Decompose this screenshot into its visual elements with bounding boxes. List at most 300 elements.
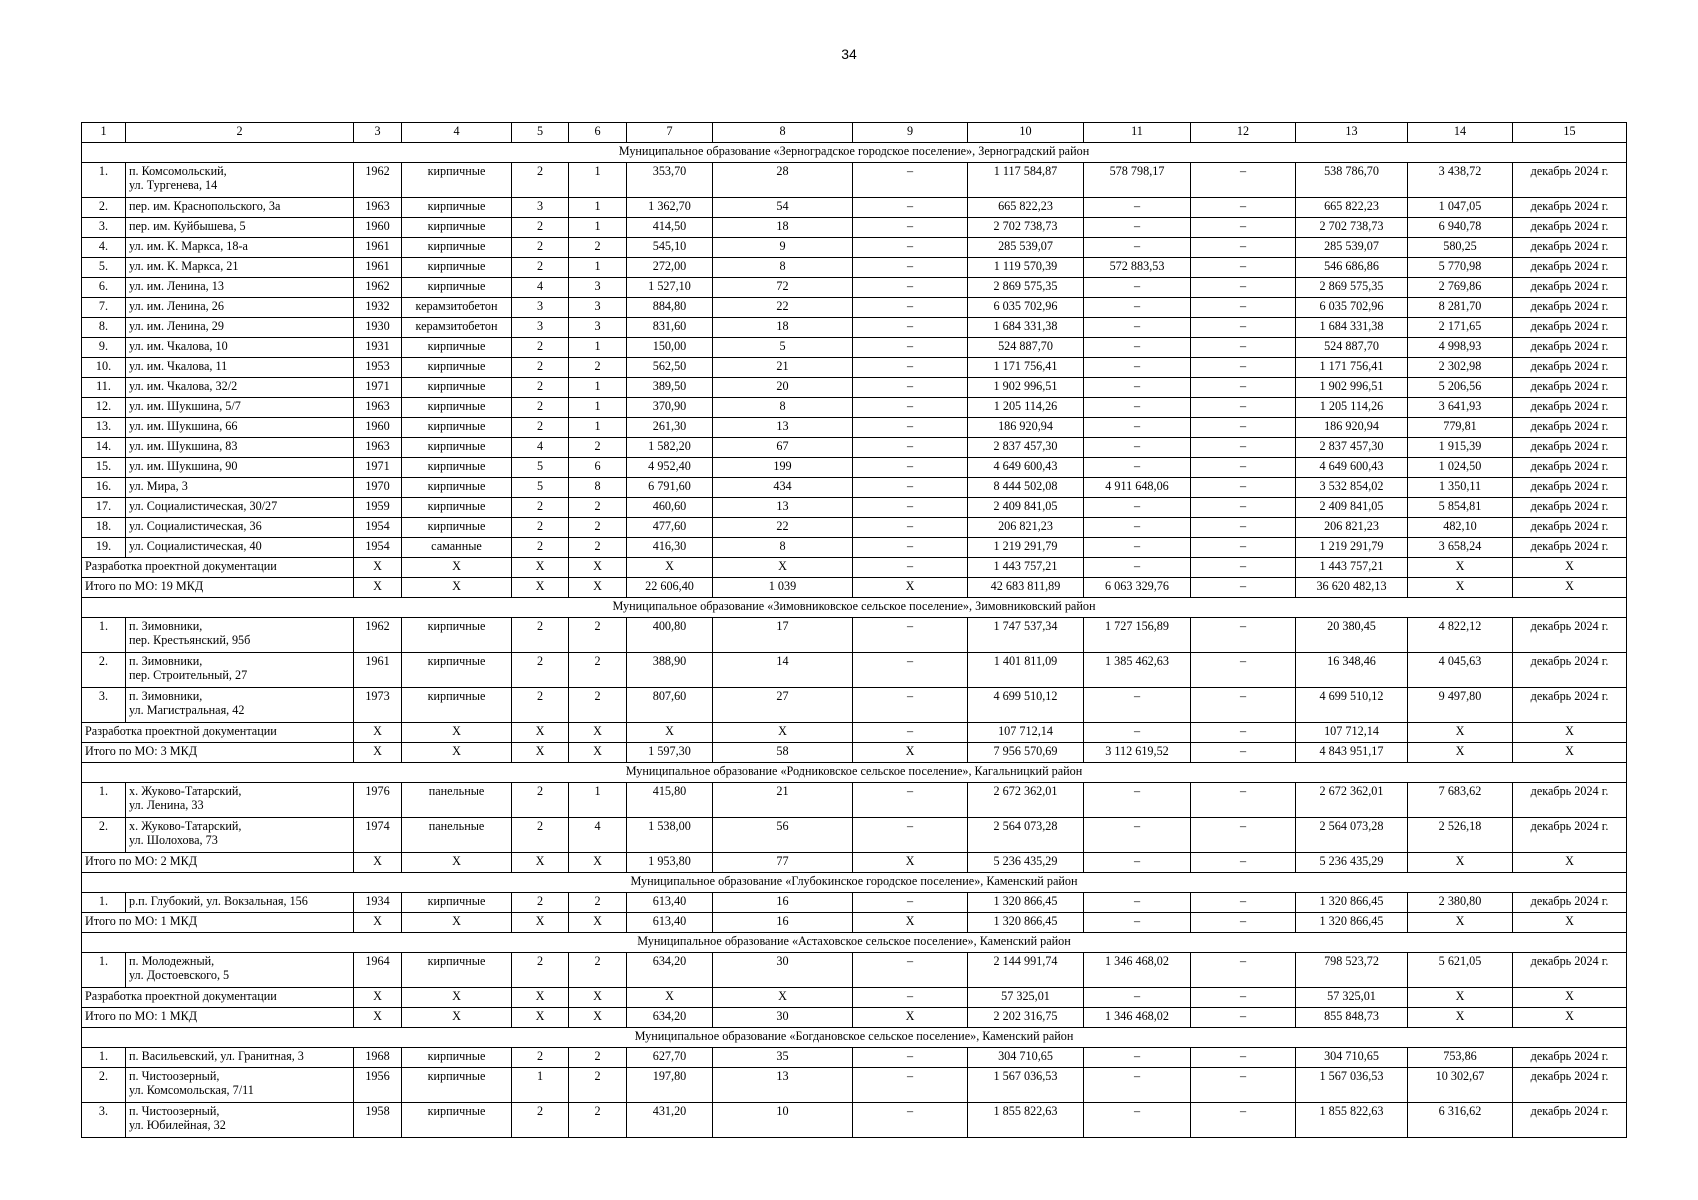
table-cell: 538 786,70 xyxy=(1296,163,1408,198)
table-cell: 285 539,07 xyxy=(1296,238,1408,258)
table-cell: – xyxy=(853,498,968,518)
table-row xyxy=(82,1103,1627,1138)
table-cell: Итого по МО: 3 МКД xyxy=(82,743,354,763)
table-cell: 58 xyxy=(713,743,853,763)
table-cell: 77 xyxy=(713,853,853,873)
table-cell: X xyxy=(512,723,569,743)
table-cell: 261,30 xyxy=(627,418,713,438)
table-cell: – xyxy=(1191,163,1296,198)
table-cell: декабрь 2024 г. xyxy=(1513,238,1627,258)
table-cell: 1 350,11 xyxy=(1408,478,1513,498)
table-cell: – xyxy=(1191,538,1296,558)
table-cell: ул. Социалистическая, 40 xyxy=(126,538,354,558)
column-number-row xyxy=(82,123,1627,143)
table-cell: X xyxy=(1408,723,1513,743)
table-cell: – xyxy=(853,378,968,398)
table-cell: декабрь 2024 г. xyxy=(1513,618,1627,653)
table-cell: 1 902 996,51 xyxy=(968,378,1084,398)
table-cell: 2 144 991,74 xyxy=(968,953,1084,988)
table-cell: 2 xyxy=(512,783,569,818)
table-cell: 6 791,60 xyxy=(627,478,713,498)
table-cell: – xyxy=(853,688,968,723)
table-cell: 416,30 xyxy=(627,538,713,558)
table-cell: ул. им. Шукшина, 66 xyxy=(126,418,354,438)
table-cell: 2 xyxy=(569,1068,627,1103)
table-cell: 2 xyxy=(512,818,569,853)
table-cell: X xyxy=(1408,853,1513,873)
table-cell: ул. Социалистическая, 30/27 xyxy=(126,498,354,518)
table-cell: 1 346 468,02 xyxy=(1084,953,1191,988)
table-cell: 2 xyxy=(512,418,569,438)
table-cell: 10. xyxy=(82,358,126,378)
table-cell: 2 xyxy=(569,438,627,458)
table-cell: 3 xyxy=(569,278,627,298)
table-cell: – xyxy=(1191,1008,1296,1028)
table-cell: – xyxy=(853,558,968,578)
table-cell: X xyxy=(1408,578,1513,598)
table-cell: Муниципальное образование «Богдановское сельское поселение», Каменский район xyxy=(82,1028,1627,1048)
table-cell: 4 952,40 xyxy=(627,458,713,478)
table-cell: ул. им. Шукшина, 83 xyxy=(126,438,354,458)
table-cell: – xyxy=(1191,723,1296,743)
table-cell: 4 649 600,43 xyxy=(1296,458,1408,478)
table-cell: – xyxy=(1084,913,1191,933)
table-cell: Итого по МО: 19 МКД xyxy=(82,578,354,598)
table-cell: п. Чистоозерный, ул. Юбилейная, 32 xyxy=(126,1103,354,1138)
table-cell: 20 380,45 xyxy=(1296,618,1408,653)
table-cell: кирпичные xyxy=(402,358,512,378)
table-cell: 2 xyxy=(569,1048,627,1068)
table-cell: панельные xyxy=(402,783,512,818)
table-cell: – xyxy=(1084,988,1191,1008)
summary-row xyxy=(82,723,1627,743)
table-cell: п. Васильевский, ул. Гранитная, 3 xyxy=(126,1048,354,1068)
municipality-section-row xyxy=(82,763,1627,783)
table-cell: X xyxy=(627,988,713,1008)
municipality-section-row xyxy=(82,598,1627,618)
table-cell: декабрь 2024 г. xyxy=(1513,783,1627,818)
table-cell: 1 902 996,51 xyxy=(1296,378,1408,398)
table-cell: ул. им. Чкалова, 32/2 xyxy=(126,378,354,398)
table-cell: 1 443 757,21 xyxy=(1296,558,1408,578)
table-cell: 627,70 xyxy=(627,1048,713,1068)
table-cell: 5 236 435,29 xyxy=(1296,853,1408,873)
table-cell: 19. xyxy=(82,538,126,558)
table-cell: – xyxy=(1191,478,1296,498)
table-cell: 2 xyxy=(512,238,569,258)
table-cell: 4. xyxy=(82,238,126,258)
table-cell: – xyxy=(1191,438,1296,458)
table-cell: – xyxy=(1191,913,1296,933)
table-row xyxy=(82,338,1627,358)
table-cell: – xyxy=(853,1103,968,1138)
table-cell: – xyxy=(1191,558,1296,578)
table-cell: 2 xyxy=(569,953,627,988)
table-cell: 2 xyxy=(512,653,569,688)
table-cell: 1959 xyxy=(354,498,402,518)
table-cell: 2 xyxy=(569,518,627,538)
table-row xyxy=(82,953,1627,988)
table-cell: 1. xyxy=(82,893,126,913)
table-cell: кирпичные xyxy=(402,893,512,913)
table-cell: 16 xyxy=(713,913,853,933)
table-cell: X xyxy=(1408,913,1513,933)
table-cell: X xyxy=(713,723,853,743)
table-cell: 2 xyxy=(569,688,627,723)
table-cell: 3 xyxy=(569,318,627,338)
table-cell: – xyxy=(1084,498,1191,518)
table-cell: кирпичные xyxy=(402,953,512,988)
table-cell: 1 362,70 xyxy=(627,198,713,218)
table-cell: – xyxy=(853,278,968,298)
table-cell: кирпичные xyxy=(402,688,512,723)
table-cell: декабрь 2024 г. xyxy=(1513,438,1627,458)
table-cell: 7 956 570,69 xyxy=(968,743,1084,763)
table-cell: X xyxy=(569,723,627,743)
table-cell: – xyxy=(1191,783,1296,818)
table-cell: 1974 xyxy=(354,818,402,853)
table-cell: 13 xyxy=(713,498,853,518)
table-cell: 15. xyxy=(82,458,126,478)
summary-row xyxy=(82,988,1627,1008)
table-cell: 1 320 866,45 xyxy=(968,893,1084,913)
table-row xyxy=(82,298,1627,318)
table-cell: X xyxy=(1513,743,1627,763)
table-cell: 884,80 xyxy=(627,298,713,318)
table-cell: кирпичные xyxy=(402,498,512,518)
table-cell: 1963 xyxy=(354,198,402,218)
table-cell: 2. xyxy=(82,198,126,218)
table-cell: 9. xyxy=(82,338,126,358)
table-cell: 12. xyxy=(82,398,126,418)
table-cell: X xyxy=(402,723,512,743)
table-cell: 2 xyxy=(512,338,569,358)
table-cell: 4 699 510,12 xyxy=(968,688,1084,723)
table-cell: 11 xyxy=(1084,123,1191,143)
table-cell: 1934 xyxy=(354,893,402,913)
table-cell: 1964 xyxy=(354,953,402,988)
table-cell: – xyxy=(1191,358,1296,378)
table-cell: – xyxy=(1191,278,1296,298)
table-cell: 2 xyxy=(512,618,569,653)
summary-row xyxy=(82,558,1627,578)
table-cell: декабрь 2024 г. xyxy=(1513,338,1627,358)
table-cell: 304 710,65 xyxy=(968,1048,1084,1068)
table-row xyxy=(82,893,1627,913)
table-cell: Разработка проектной документации xyxy=(82,723,354,743)
table-cell: 2 672 362,01 xyxy=(1296,783,1408,818)
table-cell: – xyxy=(853,988,968,1008)
table-cell: кирпичные xyxy=(402,238,512,258)
table-cell: 9 497,80 xyxy=(1408,688,1513,723)
table-cell: 8 xyxy=(569,478,627,498)
table-cell: панельные xyxy=(402,818,512,853)
table-cell: 6 940,78 xyxy=(1408,218,1513,238)
table-cell: 30 xyxy=(713,953,853,988)
table-cell: 855 848,73 xyxy=(1296,1008,1408,1028)
table-cell: X xyxy=(853,853,968,873)
table-row xyxy=(82,1068,1627,1103)
table-cell: 72 xyxy=(713,278,853,298)
table-cell: 1960 xyxy=(354,218,402,238)
table-cell: – xyxy=(1191,198,1296,218)
table-cell: 2 xyxy=(569,498,627,518)
table-cell: 35 xyxy=(713,1048,853,1068)
table-cell: 5 236 435,29 xyxy=(968,853,1084,873)
table-cell: 831,60 xyxy=(627,318,713,338)
table-cell: 6. xyxy=(82,278,126,298)
table-cell: 482,10 xyxy=(1408,518,1513,538)
table-cell: 1973 xyxy=(354,688,402,723)
table-cell: X xyxy=(569,558,627,578)
table-cell: 1958 xyxy=(354,1103,402,1138)
table-cell: X xyxy=(512,558,569,578)
table-cell: X xyxy=(713,988,853,1008)
table-cell: 5 770,98 xyxy=(1408,258,1513,278)
table-cell: 1 727 156,89 xyxy=(1084,618,1191,653)
table-cell: – xyxy=(1084,538,1191,558)
table-cell: – xyxy=(1191,318,1296,338)
table-cell: 477,60 xyxy=(627,518,713,538)
table-cell: Муниципальное образование «Родниковское сельское поселение», Кагальницкий район xyxy=(82,763,1627,783)
table-row xyxy=(82,198,1627,218)
table-cell: 4 843 951,17 xyxy=(1296,743,1408,763)
table-cell: 1954 xyxy=(354,538,402,558)
table-cell: ул. им. Шукшина, 5/7 xyxy=(126,398,354,418)
table-cell: Итого по МО: 1 МКД xyxy=(82,913,354,933)
table-cell: – xyxy=(1191,1103,1296,1138)
table-cell: – xyxy=(853,218,968,238)
table-cell: 1 855 822,63 xyxy=(1296,1103,1408,1138)
table-cell: X xyxy=(1408,558,1513,578)
table-cell: 13. xyxy=(82,418,126,438)
table-cell: 14 xyxy=(713,653,853,688)
table-cell: 1. xyxy=(82,783,126,818)
table-cell: 1 xyxy=(569,338,627,358)
table-cell: 1961 xyxy=(354,238,402,258)
table-cell: ул. им. Ленина, 13 xyxy=(126,278,354,298)
table-cell: 2 171,65 xyxy=(1408,318,1513,338)
table-cell: 1 039 xyxy=(713,578,853,598)
table-cell: – xyxy=(1191,618,1296,653)
table-cell: 1 855 822,63 xyxy=(968,1103,1084,1138)
municipality-section-row xyxy=(82,143,1627,163)
table-cell: X xyxy=(402,743,512,763)
table-cell: 2 xyxy=(512,358,569,378)
table-cell: Итого по МО: 1 МКД xyxy=(82,1008,354,1028)
table-cell: 2 xyxy=(512,1103,569,1138)
table-cell: – xyxy=(1084,358,1191,378)
table-cell: кирпичные xyxy=(402,378,512,398)
table-cell: 2 xyxy=(512,518,569,538)
table-cell: декабрь 2024 г. xyxy=(1513,538,1627,558)
summary-row xyxy=(82,1008,1627,1028)
table-cell: 807,60 xyxy=(627,688,713,723)
table-cell: 1971 xyxy=(354,458,402,478)
table-cell: 56 xyxy=(713,818,853,853)
table-cell: 1 747 537,34 xyxy=(968,618,1084,653)
table-cell: – xyxy=(1084,1048,1191,1068)
table-cell: – xyxy=(1084,558,1191,578)
table-cell: 107 712,14 xyxy=(968,723,1084,743)
table-cell: 1 205 114,26 xyxy=(968,398,1084,418)
table-cell: 150,00 xyxy=(627,338,713,358)
table-cell: 1 582,20 xyxy=(627,438,713,458)
table-cell: 1 684 331,38 xyxy=(968,318,1084,338)
table-cell: 2 xyxy=(512,893,569,913)
table-cell: 2 xyxy=(512,218,569,238)
table-cell: 3. xyxy=(82,1103,126,1138)
table-cell: п. Комсомольский, ул. Тургенева, 14 xyxy=(126,163,354,198)
table-cell: X xyxy=(1408,988,1513,1008)
table-cell: 2 xyxy=(512,163,569,198)
table-row xyxy=(82,818,1627,853)
table-cell: 400,80 xyxy=(627,618,713,653)
table-row xyxy=(82,478,1627,498)
table-cell: 1. xyxy=(82,1048,126,1068)
table-cell: 4 xyxy=(569,818,627,853)
table-cell: 186 920,94 xyxy=(968,418,1084,438)
table-cell: X xyxy=(512,743,569,763)
table-cell: 54 xyxy=(713,198,853,218)
table-cell: X xyxy=(354,578,402,598)
table-cell: Муниципальное образование «Зерноградское городское поселение», Зерноградский район xyxy=(82,143,1627,163)
table-cell: X xyxy=(569,988,627,1008)
table-cell: 1 xyxy=(569,418,627,438)
table-cell: 21 xyxy=(713,358,853,378)
table-cell: – xyxy=(853,358,968,378)
table-row xyxy=(82,378,1627,398)
table-cell: 13 xyxy=(1296,123,1408,143)
table-cell: 1 024,50 xyxy=(1408,458,1513,478)
table-cell: 8 xyxy=(713,123,853,143)
table-cell: X xyxy=(1513,558,1627,578)
table-cell: декабрь 2024 г. xyxy=(1513,163,1627,198)
table-cell: 1 567 036,53 xyxy=(1296,1068,1408,1103)
table-cell: х. Жуково-Татарский, ул. Шолохова, 73 xyxy=(126,818,354,853)
table-cell: Итого по МО: 2 МКД xyxy=(82,853,354,873)
table-cell: X xyxy=(354,913,402,933)
table-cell: – xyxy=(1191,458,1296,478)
table-cell: 613,40 xyxy=(627,913,713,933)
table-cell: 1963 xyxy=(354,438,402,458)
table-cell: X xyxy=(569,913,627,933)
table-cell: 1932 xyxy=(354,298,402,318)
table-cell: 2 xyxy=(512,688,569,723)
table-cell: 8. xyxy=(82,318,126,338)
table-cell: 1 346 468,02 xyxy=(1084,1008,1191,1028)
table-cell: декабрь 2024 г. xyxy=(1513,298,1627,318)
table-cell: декабрь 2024 г. xyxy=(1513,1068,1627,1103)
table-cell: – xyxy=(1191,893,1296,913)
table-cell: 388,90 xyxy=(627,653,713,688)
table-cell: – xyxy=(1084,198,1191,218)
table-cell: ул. им. Шукшина, 90 xyxy=(126,458,354,478)
table-cell: 2 xyxy=(569,653,627,688)
table-cell: – xyxy=(1191,298,1296,318)
table-cell: – xyxy=(853,398,968,418)
table-cell: 6 035 702,96 xyxy=(1296,298,1408,318)
table-row xyxy=(82,653,1627,688)
table-cell: декабрь 2024 г. xyxy=(1513,1048,1627,1068)
table-cell: 1963 xyxy=(354,398,402,418)
table-cell: кирпичные xyxy=(402,458,512,478)
table-cell: п. Зимовники, пер. Крестьянский, 95б xyxy=(126,618,354,653)
table-cell: X xyxy=(402,853,512,873)
table-cell: 206 821,23 xyxy=(1296,518,1408,538)
table-cell: X xyxy=(402,558,512,578)
table-cell: 6 063 329,76 xyxy=(1084,578,1191,598)
table-cell: – xyxy=(1084,398,1191,418)
table-cell: 2 xyxy=(569,538,627,558)
table-cell: 22 xyxy=(713,518,853,538)
table-cell: 2 837 457,30 xyxy=(1296,438,1408,458)
table-cell: 5 854,81 xyxy=(1408,498,1513,518)
table-cell: 2 409 841,05 xyxy=(968,498,1084,518)
table-cell: X xyxy=(853,913,968,933)
table-cell: 5 621,05 xyxy=(1408,953,1513,988)
table-cell: 1 xyxy=(569,218,627,238)
table-cell: – xyxy=(853,1068,968,1103)
table-cell: – xyxy=(1084,218,1191,238)
table-cell: – xyxy=(853,723,968,743)
table-cell: 15 xyxy=(1513,123,1627,143)
table-cell: X xyxy=(1513,853,1627,873)
table-cell: 2. xyxy=(82,818,126,853)
table-cell: 2 xyxy=(512,538,569,558)
table-cell: кирпичные xyxy=(402,418,512,438)
table-cell: – xyxy=(1084,518,1191,538)
table-cell: 13 xyxy=(713,418,853,438)
table-cell: – xyxy=(853,618,968,653)
table-row xyxy=(82,218,1627,238)
table-cell: 389,50 xyxy=(627,378,713,398)
table-cell: – xyxy=(1191,743,1296,763)
table-cell: 1 219 291,79 xyxy=(1296,538,1408,558)
table-cell: 2 xyxy=(126,123,354,143)
table-cell: 6 035 702,96 xyxy=(968,298,1084,318)
table-cell: 4 699 510,12 xyxy=(1296,688,1408,723)
table-cell: 5 xyxy=(512,478,569,498)
table-cell: – xyxy=(1191,953,1296,988)
table-cell: 1970 xyxy=(354,478,402,498)
table-cell: X xyxy=(402,913,512,933)
table-row xyxy=(82,398,1627,418)
table-cell: декабрь 2024 г. xyxy=(1513,218,1627,238)
table-cell: 578 798,17 xyxy=(1084,163,1191,198)
table-cell: 1 xyxy=(569,783,627,818)
table-cell: 6 316,62 xyxy=(1408,1103,1513,1138)
table-cell: 1 443 757,21 xyxy=(968,558,1084,578)
table-cell: X xyxy=(853,578,968,598)
table-row xyxy=(82,238,1627,258)
table-cell: – xyxy=(1084,438,1191,458)
table-cell: декабрь 2024 г. xyxy=(1513,478,1627,498)
table-cell: 197,80 xyxy=(627,1068,713,1103)
table-row xyxy=(82,358,1627,378)
table-cell: 634,20 xyxy=(627,953,713,988)
table-cell: ул. им. Ленина, 26 xyxy=(126,298,354,318)
table-cell: 1 171 756,41 xyxy=(1296,358,1408,378)
table-cell: кирпичные xyxy=(402,1103,512,1138)
table-cell: 8 444 502,08 xyxy=(968,478,1084,498)
table-cell: X xyxy=(512,1008,569,1028)
table-cell: – xyxy=(1191,988,1296,1008)
table-cell: Разработка проектной документации xyxy=(82,988,354,1008)
table-cell: 1953 xyxy=(354,358,402,378)
summary-row xyxy=(82,743,1627,763)
table-cell: 1961 xyxy=(354,653,402,688)
